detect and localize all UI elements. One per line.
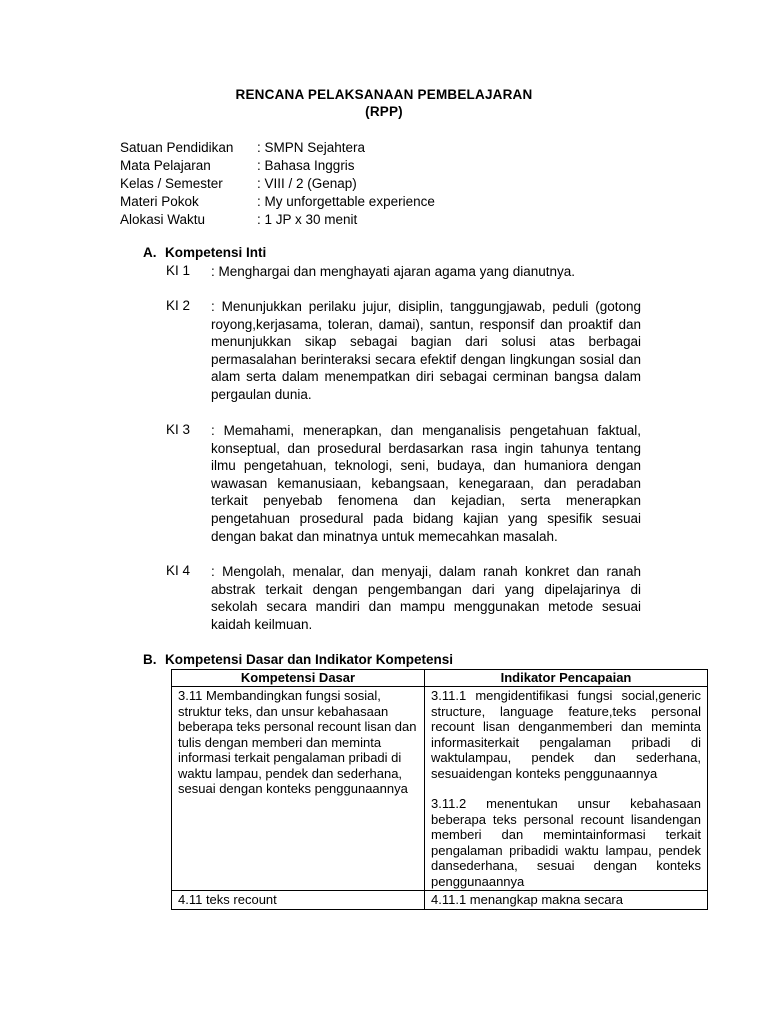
table-cell-indicator [425, 687, 708, 891]
identity-block [120, 139, 435, 229]
table-cell-kd: 3.11 Membandingkan fungsi sosial, struktur teks, dan unsur kebahasaan beberapa teks personal recount lisan dan tulis dengan memberi dan meminta informasi terkait pengalaman pribadi di waktu lampau, pendek dan sederhana, sesuai dengan konteks penggunaannya [172, 687, 425, 891]
identity-label: Alokasi Waktu [120, 212, 206, 227]
section-b-heading [143, 652, 453, 667]
ki-code: KI 4 [166, 563, 191, 578]
identity-value: : VIII / 2 (Genap) [257, 176, 357, 191]
table-cell-kd: 4.11 teks recount [172, 891, 425, 910]
section-a-heading [143, 245, 266, 260]
identity-value: : SMPN Sejahtera [257, 140, 366, 155]
identity-value: : Bahasa Inggris [257, 158, 355, 173]
section-a-title: Kompetensi Inti [165, 245, 267, 260]
identity-row [120, 139, 435, 157]
identity-value: : 1 JP x 30 menit [257, 212, 358, 227]
table-row [172, 687, 708, 891]
identity-row [120, 157, 435, 175]
indicator-item: 3.11.2 menentukan unsur kebahasaan beberapa teks personal recount lisandengan memberi dan memintainformasi terkait pengalaman pribadidi waktu lampau, pendek dansederhana, sesuai dengan konteks penggunaannya [431, 796, 701, 889]
ki-text: : Menghargai dan menghayati ajaran agama yang dianutnya. [211, 264, 575, 279]
identity-label: Kelas / Semester [120, 176, 223, 191]
ki-text: : Memahami, menerapkan, dan menganalisis pengetahuan faktual, konseptual, dan prosedural berdasarkan rasa ingin tahunya tentang ilmu pengetahuan, teknologi, seni, budaya, dan humaniora dengan wawasan kemanusiaan, kebangsaan, kenegaraan, dan peradaban terkait penyebab fenomena dan kejadian, serta menerapkan pengetahuan prosedural pada bidang kajian yang spesifik sesuai dengan bakat dan minatnya untuk memecahkan masalah. [211, 423, 641, 544]
identity-row [120, 193, 435, 211]
section-a-letter: A. [143, 245, 157, 260]
competency-table [171, 669, 708, 910]
ki-code: KI 2 [166, 298, 191, 313]
identity-value: : My unforgettable experience [257, 194, 435, 209]
table-cell-indicator: 4.11.1 menangkap makna secara [425, 891, 708, 910]
table-header-indicator: Indikator Pencapaian [425, 670, 708, 687]
identity-row [120, 211, 435, 229]
ki-code: KI 3 [166, 422, 191, 437]
identity-label: Mata Pelajaran [120, 158, 211, 173]
document-subtitle: (RPP) [365, 104, 403, 119]
section-b-title: Kompetensi Dasar dan Indikator Kompetensi [165, 652, 454, 667]
ki-text: : Menunjukkan perilaku jujur, disiplin, tanggungjawab, peduli (gotong royong,kerjasama, toleran, damai), santun, responsif dan proaktif dan menunjukkan sikap sebagai bagian dari solusi atas berbagai permasalahan berinteraksi secara efektif dengan lingkungan sosial dan alam serta dalam menempatkan diri sebagai cerminan bangsa dalam pergaulan dunia. [211, 299, 641, 402]
identity-label: Materi Pokok [120, 194, 199, 209]
section-b-letter: B. [143, 652, 157, 667]
ki-code: KI 1 [166, 263, 191, 278]
table-header-row [172, 670, 708, 687]
identity-row [120, 175, 435, 193]
indicator-item: 3.11.1 mengidentifikasi fungsi social,generic structure, language feature,teks personal recount lisan denganmemberi dan meminta informasiterkait pengalaman pribadi di waktulampau, pendek dan sederhana, sesuaidengan konteks penggunaannya [431, 688, 701, 781]
ki-text: : Mengolah, menalar, dan menyaji, dalam ranah konkret dan ranah abstrak terkait dengan pengembangan dari yang dipelajarinya di sekolah secara mandiri dan mampu menggunakan metode sesuai kaidah keilmuan. [211, 564, 641, 632]
table-row [172, 891, 708, 910]
identity-label: Satuan Pendidikan [120, 140, 234, 155]
table-header-kd: Kompetensi Dasar [172, 670, 425, 687]
document-title: RENCANA PELAKSANAAN PEMBELAJARAN [235, 87, 533, 102]
